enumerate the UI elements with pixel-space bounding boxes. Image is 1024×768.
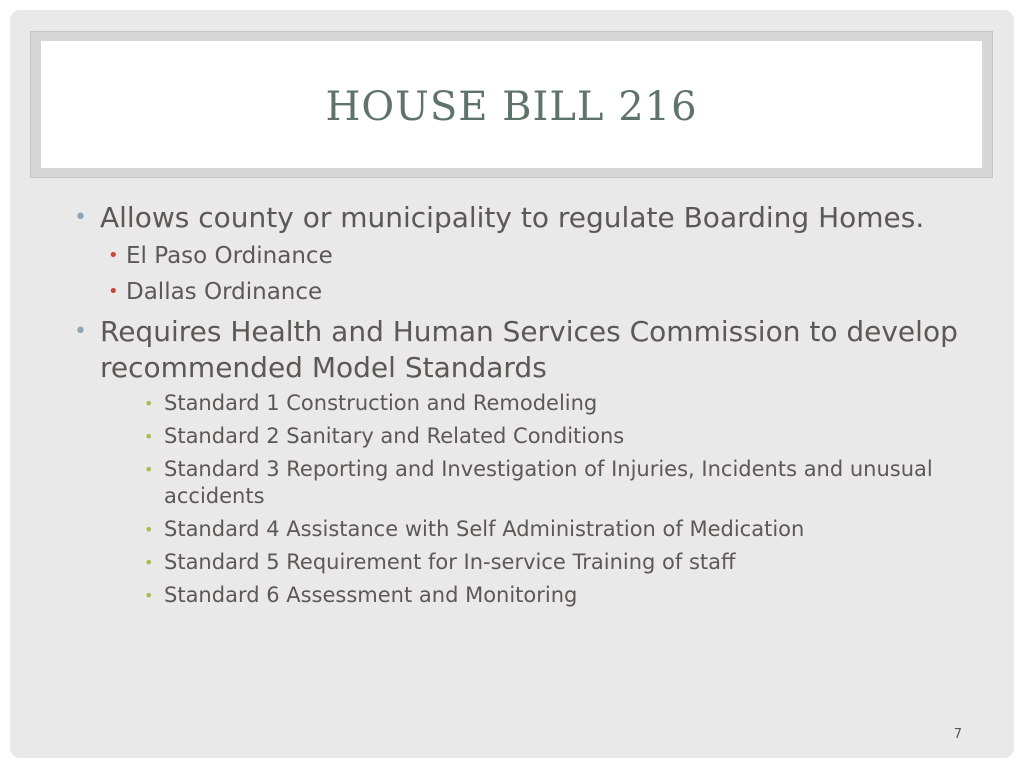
bullet-dot-icon: • — [144, 460, 154, 479]
bullet-dot-icon: • — [108, 281, 119, 302]
standard-item-1 — [70, 390, 970, 417]
standard-text: Standard 4 Assistance with Self Administration of Medication — [164, 517, 805, 541]
slide — [10, 10, 1014, 758]
bullet-dot-icon: • — [144, 553, 154, 572]
standard-item-4 — [70, 516, 970, 543]
bullet-dot-icon: • — [144, 427, 154, 446]
sub-bullet-text: Dallas Ordinance — [126, 279, 323, 305]
slide-title: HOUSE BILL 216 — [325, 83, 698, 130]
bullet-dot-icon: • — [144, 520, 154, 539]
bullet-text: Requires Health and Human Services Commission to develop recommended Model Standards — [100, 315, 958, 384]
sub-bullet-el-paso — [70, 240, 970, 272]
sub-bullet-dallas — [70, 276, 970, 308]
title-frame — [30, 31, 993, 178]
standard-item-6 — [70, 582, 970, 609]
title-box — [41, 41, 982, 168]
bullet-allows-county — [70, 200, 970, 236]
page-number: 7 — [953, 727, 962, 742]
bullet-dot-icon: • — [74, 205, 87, 230]
standard-text: Standard 6 Assessment and Monitoring — [164, 583, 578, 607]
standard-item-3 — [70, 456, 970, 510]
standard-text: Standard 5 Requirement for In-service Training of staff — [164, 550, 736, 574]
bullet-dot-icon: • — [144, 394, 154, 413]
standard-text: Standard 2 Sanitary and Related Conditions — [164, 424, 625, 448]
standard-text: Standard 1 Construction and Remodeling — [164, 391, 598, 415]
standard-item-5 — [70, 549, 970, 576]
bullet-dot-icon: • — [108, 245, 119, 266]
bullet-text: Allows county or municipality to regulate Boarding Homes. — [100, 201, 925, 234]
standard-text: Standard 3 Reporting and Investigation of Injuries, Incidents and unusual accidents — [164, 457, 933, 508]
standard-item-2 — [70, 423, 970, 450]
bullet-requires-hhsc — [70, 314, 970, 386]
slide-body — [70, 200, 970, 615]
bullet-dot-icon: • — [74, 319, 87, 344]
bullet-dot-icon: • — [144, 586, 154, 605]
sub-bullet-text: El Paso Ordinance — [126, 243, 333, 269]
